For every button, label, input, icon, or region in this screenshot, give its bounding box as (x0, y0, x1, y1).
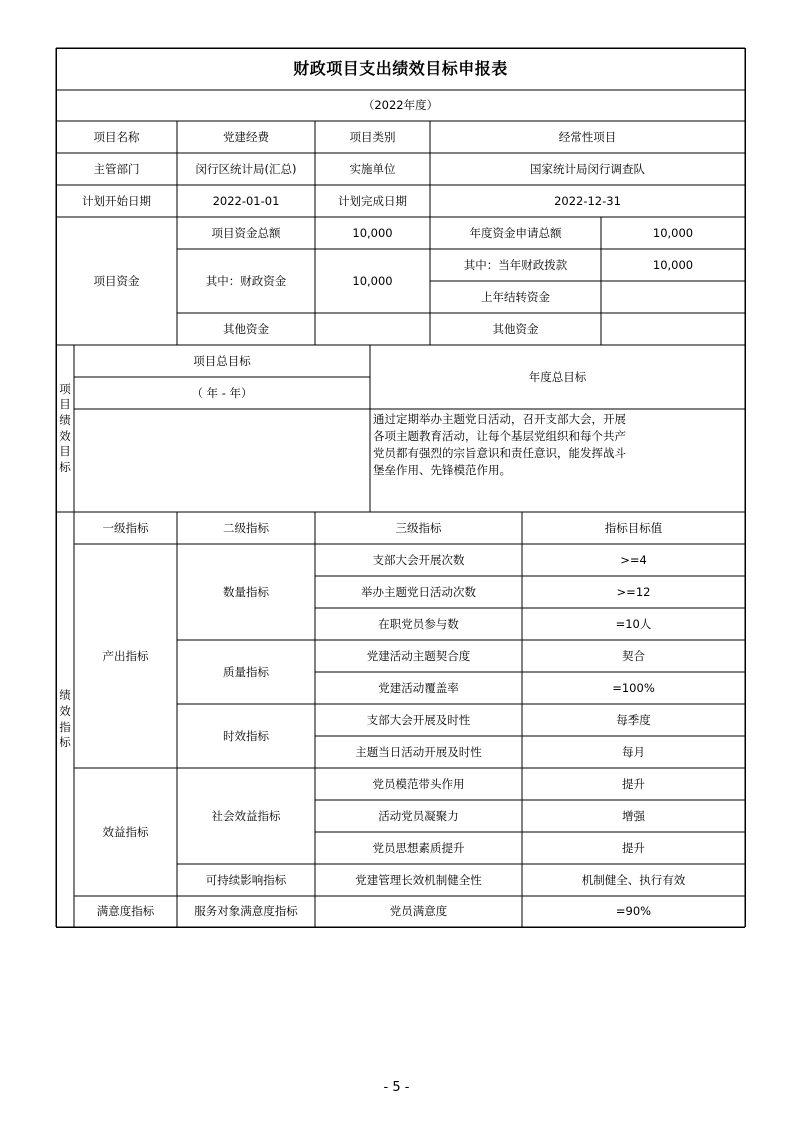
department-label: 主管部门 (93, 161, 140, 176)
header-level1: 一级指标 (102, 520, 149, 535)
timeliness-indicator-label: 时效指标 (223, 728, 269, 743)
overall-goal-period: （ 年 - 年） (191, 385, 253, 400)
form-title: 财政项目支出绩效目标申报表 (293, 58, 508, 78)
end-date-value: 2022-12-31 (554, 193, 621, 208)
project-name-value: 党建经费 (223, 129, 269, 144)
quality-indicator-label: 质量指标 (223, 664, 269, 679)
side-char: 指 (59, 719, 71, 734)
annual-request-value: 10,000 (652, 225, 694, 240)
indicator-row-name: 党员满意度 (389, 904, 448, 919)
start-date-value: 2022-01-01 (212, 193, 280, 208)
indicator-row-name: 在职党员参与数 (378, 616, 459, 631)
annual-goal-label: 年度总目标 (528, 369, 587, 384)
indicator-row-value: 增强 (622, 808, 645, 823)
page-number: - 5 - (383, 1080, 410, 1095)
current-year-fiscal-label: 其中：当年财政拨款 (463, 257, 568, 272)
side-char: 效 (59, 428, 71, 443)
indicator-row-value: 每季度 (616, 712, 651, 727)
other-funds-value-2 (601, 313, 745, 345)
side-char: 标 (59, 735, 71, 750)
indicator-row-name: 举办主题党日活动次数 (361, 584, 476, 599)
other-funds-label-2: 其他资金 (492, 321, 539, 336)
indicator-row-name: 党员思想素质提升 (372, 840, 465, 855)
fiscal-funds-value: 10,000 (352, 273, 393, 288)
indicator-row-name: 党建活动覆盖率 (378, 680, 459, 695)
indicator-row-name: 支部大会开展及时性 (366, 712, 471, 727)
side-char: 项 (59, 381, 71, 396)
indicator-row-name: 支部大会开展次数 (372, 552, 465, 567)
total-funds-label: 项目资金总额 (211, 225, 281, 240)
satisfaction-indicator-label: 满意度指标 (96, 904, 155, 919)
header-level2: 二级指标 (223, 520, 269, 535)
service-satisfaction-indicator-label: 服务对象满意度指标 (194, 904, 298, 919)
fiscal-funds-label: 其中：财政资金 (205, 273, 287, 288)
annual-request-label: 年度资金申请总额 (469, 225, 562, 240)
implementing-unit-value: 国家统计局闵行调查队 (530, 161, 645, 176)
indicator-row-name: 活动党员凝聚力 (378, 808, 459, 823)
side-char: 绩 (59, 412, 71, 427)
header-target-value: 指标目标值 (604, 520, 663, 535)
indicator-row-value: >=4 (620, 552, 647, 567)
performance-indicators-side-label (56, 512, 74, 927)
indicator-row-value: 提升 (622, 840, 645, 855)
project-category-value: 经常性项目 (558, 129, 617, 144)
carryover-funds-label: 上年结转资金 (481, 289, 550, 304)
indicator-row-value: 每月 (622, 744, 645, 759)
side-char: 标 (59, 459, 71, 474)
indicator-row-value: >=12 (616, 584, 651, 599)
indicator-row-value: 机制健全、执行有效 (581, 872, 686, 887)
implementing-unit-label: 实施单位 (349, 161, 396, 176)
project-category-label: 项目类别 (349, 129, 396, 144)
department-value: 闵行区统计局(汇总) (195, 161, 297, 176)
indicator-row-value: =10人 (615, 616, 652, 631)
other-funds-label: 其他资金 (223, 321, 269, 336)
start-date-label: 计划开始日期 (82, 193, 151, 208)
other-funds-value (315, 313, 430, 345)
annual-goal-content: 通过定期举办主题党日活动，召开支部大会，开展各项主题教育活动，让每个基层党组织和每个共产党员都有强烈的宗旨意识和责任意识，能发挥战斗堡垒作用、先锋模范作用。 (373, 412, 626, 477)
side-char: 效 (59, 703, 71, 718)
end-date-label: 计划完成日期 (338, 193, 407, 208)
sustainable-impact-indicator-label: 可持续影响指标 (205, 872, 287, 887)
carryover-funds-value (601, 281, 745, 313)
project-name-label: 项目名称 (93, 129, 140, 144)
side-char: 绩 (59, 688, 71, 703)
indicator-row-value: =90% (615, 904, 652, 919)
social-benefit-indicator-label: 社会效益指标 (211, 808, 281, 823)
side-char: 目 (59, 397, 71, 412)
side-char: 目 (59, 444, 71, 459)
indicator-row-value: 契合 (622, 648, 645, 663)
quantity-indicator-label: 数量指标 (223, 584, 269, 599)
indicator-row-name: 主题当日活动开展及时性 (355, 744, 482, 759)
overall-goal-content (74, 409, 370, 512)
fiscal-year: （2022年度） (362, 98, 439, 113)
indicator-row-value: =100% (612, 680, 655, 695)
indicator-row-name: 党员模范带头作用 (372, 776, 465, 791)
total-funds-value: 10,000 (352, 225, 393, 240)
header-level3: 三级指标 (395, 520, 442, 535)
overall-goal-label: 项目总目标 (193, 353, 251, 368)
project-funds-label: 项目资金 (93, 273, 140, 288)
benefit-indicator-label: 效益指标 (102, 824, 149, 839)
current-year-fiscal-value: 10,000 (652, 257, 694, 272)
indicator-row-name: 党建管理长效机制健全性 (355, 872, 482, 887)
indicator-row-value: 提升 (622, 776, 645, 791)
indicator-row-name: 党建活动主题契合度 (366, 648, 471, 663)
performance-goals-side-label (56, 345, 74, 512)
output-indicator-label: 产出指标 (102, 648, 149, 663)
